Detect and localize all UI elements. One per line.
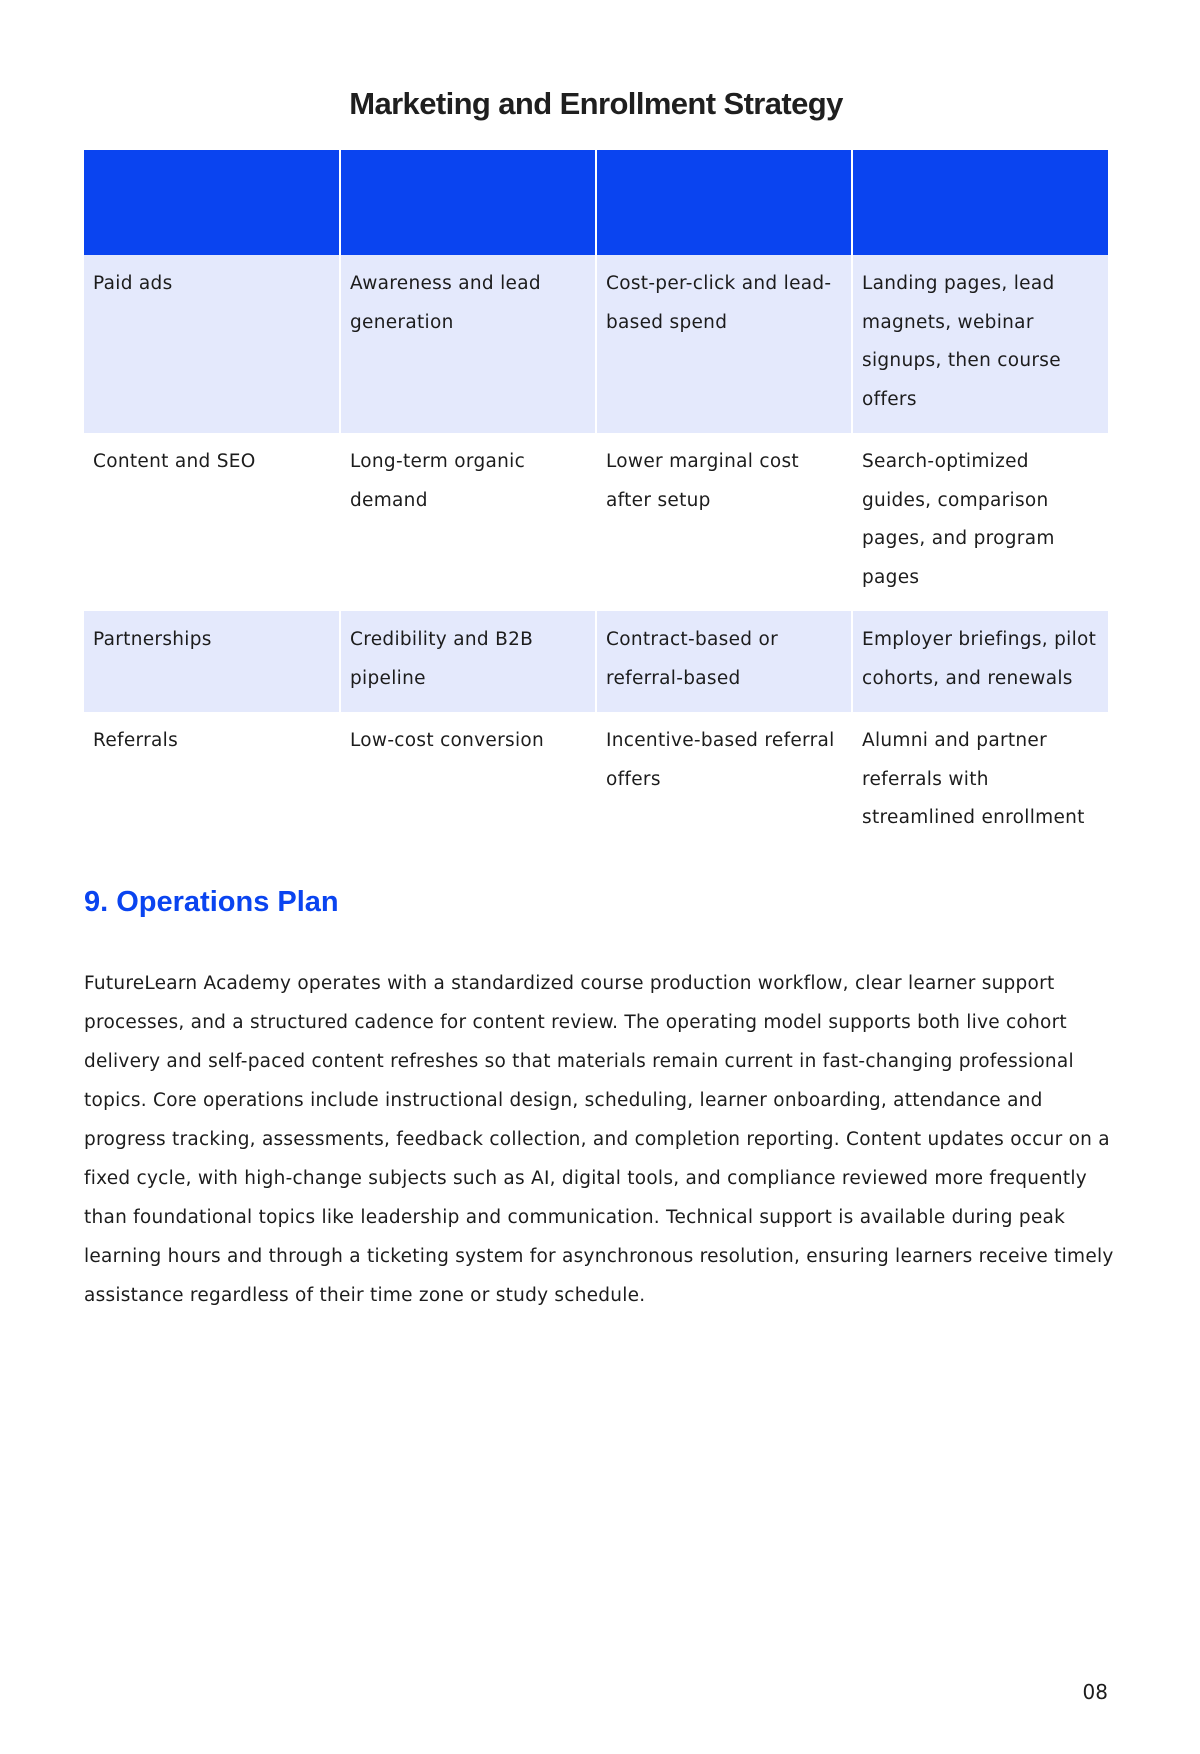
header-cell: [84, 150, 340, 255]
header-cell: [596, 150, 852, 255]
table-cell: Search-optimized guides, comparison pages, and program pages: [862, 451, 1055, 588]
table-cell: Long-term organic demand: [340, 433, 596, 611]
table-cell: Contract-based or referral-based: [596, 611, 852, 712]
table-cell: Employer briefings, pilot cohorts, and renewals: [852, 611, 1108, 712]
body-paragraph: FutureLearn Academy operates with a standardized course production workflow, clear learner support processes, and a structured cadence for content review. The operating model supports both live cohort delivery and self-paced content refreshes so that materials remain current in fast-changing professional topics. Core operations include instructional design, scheduling, learner onboarding, attendance and progress tracking, assessments, feedback collection, and completion reporting. Content updates occur on a fixed cycle, with high-change subjects such as AI, digital tools, and compliance reviewed more frequently than foundational topics like leadership and communication. Technical support is available during peak learning hours and through a ticketing system for asynchronous resolution, ensuring learners receive timely assistance regardless of their time zone or study schedule.: [84, 973, 1114, 1306]
table-row: [84, 255, 1108, 433]
table-cell: Landing pages, lead magnets, webinar signups, then course offers: [852, 255, 1108, 433]
table-row: [84, 433, 1108, 611]
table-cell: Referrals: [84, 712, 340, 852]
table-row: [84, 611, 1108, 712]
header-cell: [340, 150, 596, 255]
page-number: 08: [1082, 1680, 1108, 1704]
strategy-table: [84, 150, 1108, 852]
table-header-row: [84, 150, 1108, 255]
header-cell: [852, 150, 1108, 255]
table-cell: Partnerships: [84, 611, 340, 712]
table-cell: Low-cost conversion: [340, 712, 596, 852]
table-cell: Lower marginal cost after setup: [596, 433, 852, 611]
table-title: Marketing and Enrollment Strategy: [349, 86, 843, 121]
table-cell: Paid ads: [84, 255, 340, 433]
section-heading: 9. Operations Plan: [84, 886, 339, 918]
table-cell: Cost-per-click and lead-based spend: [596, 255, 852, 433]
table-cell: Incentive-based referral offers: [596, 712, 852, 852]
table-row: [84, 712, 1108, 852]
table-cell: Alumni and partner referrals with streamlined enrollment: [862, 730, 1085, 828]
table-cell: Credibility and B2B pipeline: [340, 611, 596, 712]
table-cell: Content and SEO: [84, 433, 340, 611]
table-cell: Awareness and lead generation: [340, 255, 596, 433]
